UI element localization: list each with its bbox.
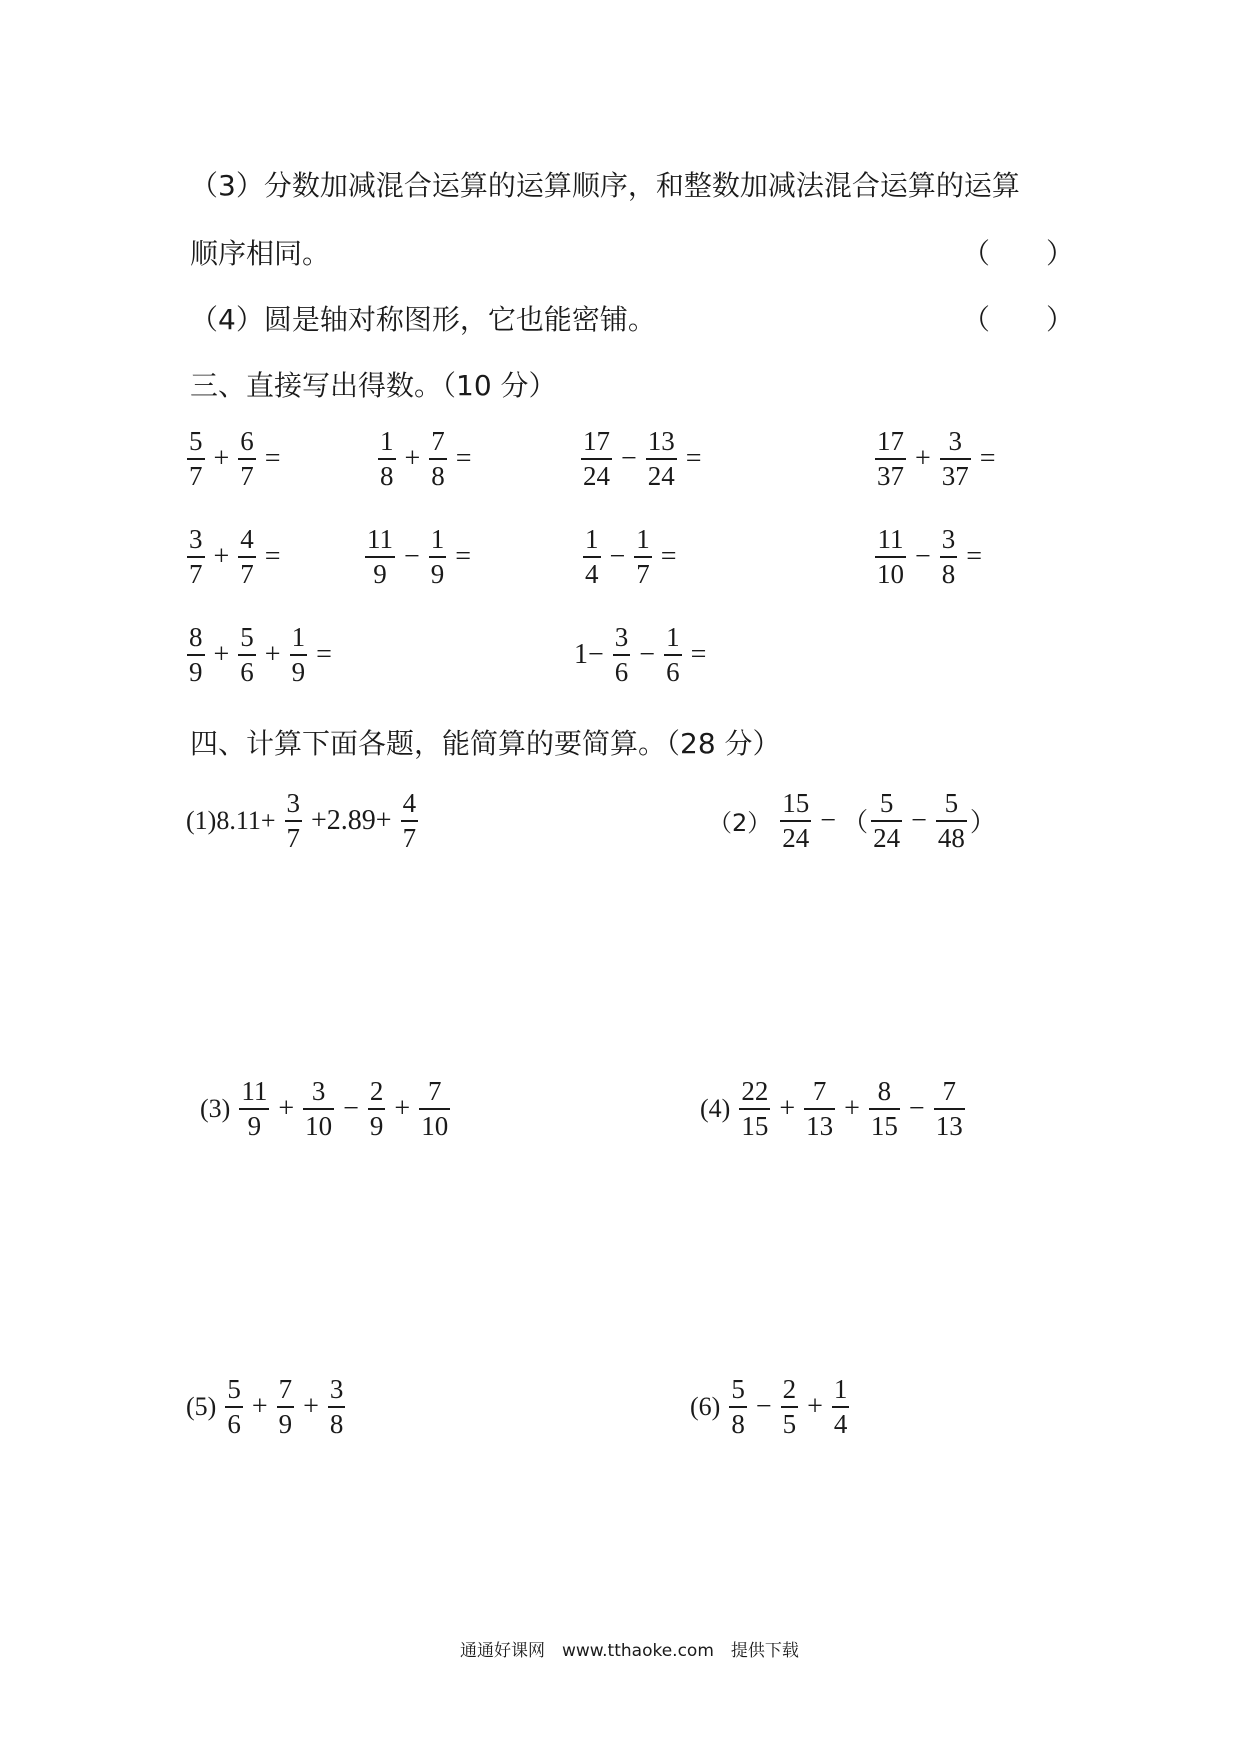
operator: = — [264, 540, 281, 572]
denominator: 9 — [247, 1110, 262, 1141]
numerator: 7 — [427, 1076, 442, 1106]
fraction — [187, 624, 205, 686]
fraction — [634, 526, 652, 588]
operator: ） — [969, 808, 996, 839]
fraction — [225, 1376, 243, 1438]
fraction — [729, 1376, 747, 1438]
fraction — [303, 1078, 334, 1140]
numerator: 5 — [227, 1374, 241, 1404]
fraction — [419, 1078, 450, 1140]
numerator: 5 — [189, 426, 203, 456]
operator: − — [609, 540, 626, 572]
fraction — [869, 1078, 900, 1140]
denominator: 10 — [305, 1110, 333, 1141]
numerator: 3 — [614, 622, 629, 652]
numerator: 22 — [741, 1076, 769, 1106]
fraction — [871, 790, 902, 852]
fraction — [664, 624, 682, 686]
numerator: 6 — [240, 426, 254, 456]
operator: − — [639, 638, 656, 670]
numerator: 3 — [948, 426, 963, 456]
problem-6 — [690, 1376, 852, 1438]
numerator: 7 — [812, 1076, 827, 1106]
judge-item-3-line1: （3）分数加减混合运算的运算顺序，和整数加减法混合运算的运算 — [190, 169, 1020, 202]
numerator: 2 — [369, 1076, 384, 1106]
denominator: 9 — [291, 656, 306, 687]
fraction — [238, 526, 256, 588]
operator: + — [213, 442, 230, 474]
numerator: 5 — [240, 622, 254, 652]
denominator: 7 — [402, 822, 417, 853]
operator: + — [915, 442, 931, 474]
operator: = — [690, 638, 707, 670]
operator: + — [844, 1092, 860, 1124]
answer-bracket-3[interactable]: （ ） — [962, 237, 1075, 270]
numerator: 1 — [585, 524, 599, 554]
operator: + — [264, 638, 281, 670]
operator: +2.89+ — [311, 804, 392, 836]
denominator: 5 — [782, 1408, 797, 1439]
problem-3 — [200, 1078, 453, 1140]
mental-math-3 — [578, 428, 708, 490]
denominator: 37 — [877, 460, 904, 491]
numerator: 3 — [189, 524, 203, 554]
operator: = — [455, 442, 472, 474]
numerator: 8 — [189, 622, 203, 652]
fraction — [238, 428, 256, 490]
operator: = — [979, 442, 996, 474]
problem-1 — [186, 790, 421, 852]
denominator: 9 — [430, 558, 445, 589]
numerator: 17 — [877, 426, 904, 456]
numerator: 15 — [782, 788, 810, 818]
problem-2 — [708, 790, 996, 852]
denominator: 37 — [941, 460, 969, 491]
fraction — [875, 428, 906, 490]
fraction — [804, 1078, 835, 1140]
fraction — [832, 1376, 850, 1438]
numerator: 4 — [240, 524, 254, 554]
denominator: 10 — [421, 1110, 449, 1141]
denominator: 6 — [614, 656, 629, 687]
mental-math-5 — [184, 526, 287, 588]
fraction — [328, 1376, 346, 1438]
fraction — [285, 790, 303, 852]
numerator: 3 — [286, 788, 301, 818]
operator: = — [316, 638, 332, 670]
denominator: 24 — [782, 822, 810, 853]
denominator: 24 — [583, 460, 610, 491]
mental-math-1 — [184, 428, 287, 490]
numerator: 11 — [367, 524, 393, 554]
fraction — [780, 790, 811, 852]
fraction — [378, 428, 396, 490]
numerator: 8 — [877, 1076, 892, 1106]
numerator: 5 — [879, 788, 894, 818]
numerator: 1 — [636, 524, 650, 554]
operator: + — [251, 1390, 268, 1422]
fraction — [940, 428, 971, 490]
mental-math-4 — [872, 428, 1002, 490]
operator: + — [807, 1390, 823, 1422]
mental-math-8 — [872, 526, 988, 588]
operator: (6) — [690, 1391, 721, 1421]
operator: − — [621, 442, 637, 474]
fraction — [613, 624, 631, 686]
answer-bracket-4[interactable]: （ ） — [962, 303, 1075, 336]
operator: (4) — [700, 1093, 731, 1123]
numerator: 2 — [782, 1374, 797, 1404]
denominator: 9 — [189, 656, 203, 687]
numerator: 5 — [944, 788, 959, 818]
operator: − — [911, 804, 927, 836]
numerator: 11 — [241, 1076, 268, 1106]
fraction — [875, 526, 906, 588]
mental-math-6 — [362, 526, 477, 588]
operator: = — [685, 442, 702, 474]
denominator: 8 — [431, 460, 445, 491]
operator: − — [404, 540, 420, 572]
denominator: 13 — [935, 1110, 963, 1141]
denominator: 8 — [941, 558, 956, 589]
fraction — [239, 1078, 269, 1140]
fraction — [277, 1376, 295, 1438]
mental-math-7 — [580, 526, 683, 588]
numerator: 3 — [311, 1076, 326, 1106]
denominator: 15 — [741, 1110, 769, 1141]
fraction — [290, 624, 308, 686]
numerator: 17 — [583, 426, 610, 456]
denominator: 7 — [636, 558, 650, 589]
operator: + — [303, 1390, 319, 1422]
fraction — [429, 428, 447, 490]
operator: − — [343, 1092, 359, 1124]
denominator: 9 — [373, 558, 387, 589]
operator: − — [755, 1390, 772, 1422]
fraction — [429, 526, 447, 588]
operator: + — [779, 1092, 796, 1124]
operator: + — [213, 540, 230, 572]
denominator: 7 — [189, 558, 203, 589]
fraction — [238, 624, 256, 686]
denominator: 4 — [833, 1408, 848, 1439]
fraction — [368, 1078, 386, 1140]
denominator: 9 — [278, 1408, 293, 1439]
footer-source: 通通好课网 www.tthaoke.com 提供下载 — [460, 1641, 799, 1661]
numerator: 7 — [431, 426, 445, 456]
operator: = — [966, 540, 983, 572]
operator: （2） — [708, 809, 772, 838]
numerator: 7 — [942, 1076, 956, 1106]
numerator: 1 — [666, 622, 680, 652]
fraction — [187, 428, 205, 490]
numerator: 4 — [402, 788, 417, 818]
problem-4 — [700, 1078, 968, 1140]
judge-item-4: （4）圆是轴对称图形，它也能密铺。 — [190, 303, 656, 336]
denominator: 8 — [380, 460, 394, 491]
problem-5 — [186, 1376, 348, 1438]
fraction — [940, 526, 958, 588]
numerator: 1 — [380, 426, 394, 456]
operator: 1− — [574, 638, 604, 670]
denominator: 15 — [870, 1110, 898, 1141]
numerator: 7 — [278, 1374, 293, 1404]
section3-heading: 三、直接写出得数。（10 分） — [190, 369, 557, 402]
denominator: 6 — [240, 656, 254, 687]
numerator: 11 — [877, 524, 904, 554]
denominator: 8 — [329, 1408, 344, 1439]
mental-math-9 — [184, 624, 338, 686]
operator: − — [915, 540, 931, 572]
denominator: 7 — [286, 822, 301, 853]
numerator: 1 — [291, 622, 306, 652]
numerator: 1 — [430, 524, 445, 554]
numerator: 3 — [941, 524, 956, 554]
operator: = — [455, 540, 472, 572]
denominator: 48 — [937, 822, 965, 853]
operator: + — [213, 638, 230, 670]
fraction — [581, 428, 612, 490]
denominator: 24 — [647, 460, 675, 491]
numerator: 1 — [833, 1374, 848, 1404]
denominator: 4 — [585, 558, 599, 589]
numerator: 5 — [731, 1374, 745, 1404]
denominator: 6 — [666, 656, 680, 687]
denominator: 7 — [240, 460, 254, 491]
denominator: 7 — [240, 558, 254, 589]
numerator: 13 — [647, 426, 675, 456]
fraction — [646, 428, 677, 490]
denominator: 7 — [189, 460, 203, 491]
fraction — [365, 526, 395, 588]
fraction — [739, 1078, 770, 1140]
fraction — [781, 1376, 799, 1438]
mental-math-10 — [568, 624, 712, 686]
operator: + — [278, 1092, 295, 1124]
operator: （ — [842, 808, 869, 839]
operator: − — [820, 804, 837, 836]
mental-math-2 — [375, 428, 478, 490]
operator: − — [908, 1092, 925, 1124]
fraction — [934, 1078, 965, 1140]
fraction — [401, 790, 419, 852]
operator: = — [660, 540, 677, 572]
denominator: 8 — [731, 1408, 745, 1439]
fraction — [187, 526, 205, 588]
denominator: 13 — [806, 1110, 834, 1141]
section4-heading: 四、计算下面各题，能简算的要简算。（28 分） — [190, 727, 781, 760]
judge-item-3-line2: 顺序相同。 — [190, 237, 331, 270]
numerator: 3 — [329, 1374, 344, 1404]
denominator: 9 — [369, 1110, 384, 1141]
operator: (5) — [186, 1391, 217, 1421]
operator: + — [394, 1092, 411, 1124]
operator: (1)8.11+ — [186, 805, 276, 835]
denominator: 6 — [227, 1408, 241, 1439]
operator: = — [264, 442, 281, 474]
denominator: 10 — [877, 558, 904, 589]
operator: (3) — [200, 1093, 231, 1123]
operator: + — [404, 442, 421, 474]
fraction — [936, 790, 967, 852]
fraction — [583, 526, 601, 588]
denominator: 24 — [873, 822, 901, 853]
